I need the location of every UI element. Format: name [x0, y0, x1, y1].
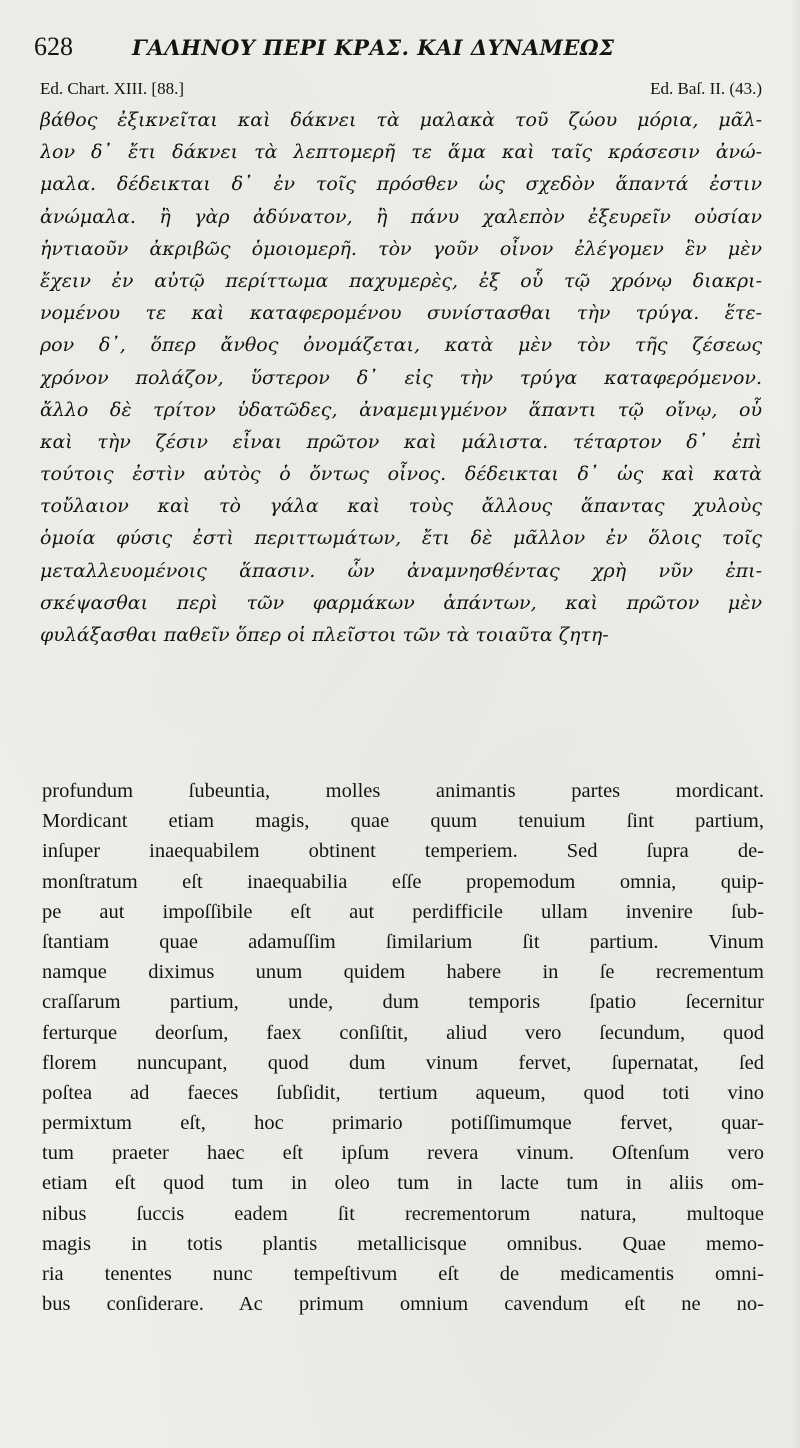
- latin-line: monſtratum eſt inaequabilia eſſe propemodum omnia, quip-: [42, 870, 764, 893]
- greek-line: νομένου τε καὶ καταφερομένου συνίστασθαι τὴν τρύγα. ἕτε-: [40, 302, 762, 325]
- running-title: ΓΑΛΗΝΟΥ ΠΕΡΙ ΚΡΑΣ. ΚΑΙ ΔΥΝΑΜΕΩΣ: [132, 35, 615, 60]
- latin-line: ferturque deorſum, faex conſiſtit, aliud vero ſecundum, quod: [42, 1021, 764, 1044]
- greek-line: βάθος ἐξικνεῖται καὶ δάκνει τὰ μαλακὰ τοῦ ζώου μόρια, μᾶλ-: [40, 109, 762, 131]
- greek-line: καὶ τὴν ζέσιν εἶναι πρῶτον καὶ μάλιστα. τέταρτον δ᾽ ἐπὶ: [40, 430, 762, 453]
- latin-line: tum praeter haec eſt ipſum revera vinum. Oſtenſum vero: [42, 1142, 764, 1165]
- latin-line: craſſarum partium, unde, dum temporis ſpatio ſecernitur: [42, 991, 764, 1014]
- greek-line: ἡντιαοῦν ἀκριβῶς ὁμοιομερῆ. τὸν γοῦν οἶνον ἐλέγομεν ἓν μὲν: [40, 237, 762, 260]
- greek-line: ρον δ᾽, ὅπερ ἄνθος ὀνομάζεται, κατὰ μὲν τὸν τῆς ζέσεως: [40, 334, 762, 357]
- latin-line: profundum ſubeuntia, molles animantis partes mordicant.: [42, 780, 764, 802]
- latin-line: bus conſiderare. Ac primum omnium cavendum eſt ne no-: [42, 1293, 764, 1316]
- latin-line: ſtantiam quae adamuſſim ſimilarium ſit partium. Vinum: [42, 930, 764, 953]
- page-number: 628: [34, 32, 73, 61]
- edition-reference-basel: Ed. Baſ. II. (43.): [650, 79, 762, 98]
- greek-line: σκέψασθαι περὶ τῶν φαρμάκων ἁπάντων, καὶ πρῶτον μὲν: [40, 591, 762, 614]
- greek-line: ὁμοία φύσις ἐστὶ περιττωμάτων, ἔτι δὲ μᾶλλον ἐν ὅλοις τοῖς: [40, 527, 762, 550]
- latin-line: poſtea ad faeces ſubſidit, tertium aqueum, quod toti vino: [42, 1081, 764, 1104]
- latin-line: etiam eſt quod tum in oleo tum in lacte tum in aliis om-: [42, 1172, 764, 1195]
- greek-line: φυλάξασθαι παθεῖν ὅπερ οἱ πλεῖστοι τῶν τὰ τοιαῦτα ζητη-: [40, 624, 609, 646]
- greek-line: τούτοις ἐστὶν αὐτὸς ὁ ὄντως οἶνος. δέδεικται δ᾽ ὡς καὶ κατὰ: [40, 463, 762, 486]
- greek-line: τοὔλαιον καὶ τὸ γάλα καὶ τοὺς ἄλλους ἅπαντας χυλοὺς: [40, 495, 762, 518]
- latin-line: pe aut impoſſibile eſt aut perdifficile ullam invenire ſub-: [42, 900, 764, 923]
- latin-line: namque diximus unum quidem habere in ſe recrementum: [42, 961, 764, 984]
- greek-line: χρόνον πολάζον, ὕστερον δ᾽ εἰς τὴν τρύγα καταφερόμενον.: [40, 366, 762, 389]
- greek-text-block: [40, 104, 762, 651]
- latin-translation-block: [42, 776, 764, 1319]
- latin-line: Mordicant etiam magis, quae quum tenuium ſint partium,: [42, 810, 764, 833]
- greek-line: μεταλλευομένοις ἅπασιν. ὧν ἀναμνησθέντας χρὴ νῦν ἐπι-: [40, 559, 762, 582]
- latin-line: magis in totis plantis metallicisque omnibus. Quae memo-: [42, 1232, 764, 1255]
- greek-line: ἀνώμαλα. ἢ γὰρ ἀδύνατον, ἢ πάνυ χαλεπὸν ἐξευρεῖν οὐσίαν: [40, 205, 762, 228]
- greek-line: μαλα. δέδεικται δ᾽ ἐν τοῖς πρόσθεν ὡς σχεδὸν ἅπαντά ἐστιν: [40, 173, 762, 196]
- greek-line: ἔχειν ἐν αὐτῷ περίττωμα παχυμερὲς, ἐξ οὗ τῷ χρόνῳ διακρι-: [40, 269, 762, 292]
- edition-reference-chartier: Ed. Chart. XIII. [88.]: [40, 79, 184, 98]
- latin-line: inſuper inaequabilem obtinent temperiem. Sed ſupra de-: [42, 840, 764, 863]
- page-header: [34, 32, 774, 66]
- greek-line: ἄλλο δὲ τρίτον ὑδατῶδες, ἀναμεμιγμένον ἅπαντι τῷ οἴνῳ, οὗ: [40, 398, 762, 421]
- latin-line: florem nuncupant, quod dum vinum fervet, ſupernatat, ſed: [42, 1051, 764, 1074]
- greek-line: λον δ᾽ ἔτι δάκνει τὰ λεπτομερῆ τε ἅμα καὶ ταῖς κράσεσιν ἀνώ-: [40, 141, 762, 164]
- latin-line: permixtum eſt, hoc primario potiſſimumque fervet, quar-: [42, 1112, 764, 1135]
- latin-line: nibus ſuccis eadem ſit recrementorum natura, multoque: [42, 1202, 764, 1225]
- latin-line: ria tenentes nunc tempeſtivum eſt de medicamentis omni-: [42, 1263, 764, 1285]
- page-edge-shadow: [790, 0, 800, 1448]
